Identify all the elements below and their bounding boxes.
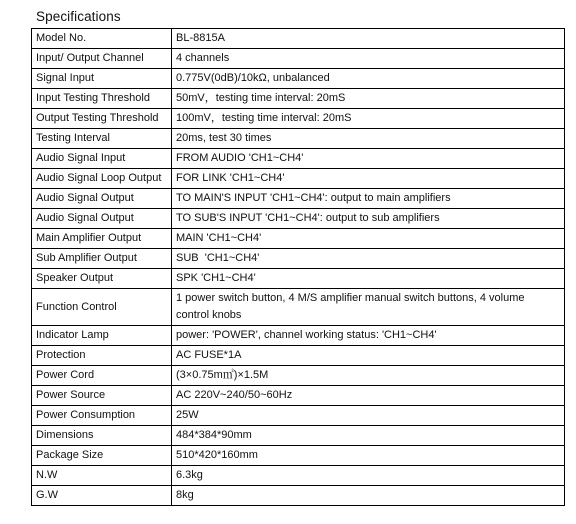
row-label: Signal Input	[32, 69, 172, 89]
row-label: Main Amplifier Output	[32, 229, 172, 249]
row-value: 50mV，testing time interval: 20mS	[172, 89, 565, 109]
row-label: Sub Amplifier Output	[32, 249, 172, 269]
row-label: Audio Signal Loop Output	[32, 169, 172, 189]
row-value: 100mV，testing time interval: 20mS	[172, 109, 565, 129]
table-row	[32, 169, 565, 189]
table-row	[32, 209, 565, 229]
row-value: TO MAIN'S INPUT 'CH1~CH4': output to main amplifiers	[172, 189, 565, 209]
table-row	[32, 406, 565, 426]
row-value: 0.775V(0dB)/10kΩ, unbalanced	[172, 69, 565, 89]
table-row	[32, 269, 565, 289]
row-value: AC FUSE*1A	[172, 346, 565, 366]
row-value: power: 'POWER', channel working status: 'CH1~CH4'	[172, 326, 565, 346]
table-row	[32, 89, 565, 109]
table-row	[32, 366, 565, 386]
table-row	[32, 466, 565, 486]
row-value: 1 power switch button, 4 M/S amplifier manual switch buttons, 4 volume control knobs	[172, 289, 565, 326]
table-row	[32, 446, 565, 466]
row-label: Audio Signal Input	[32, 149, 172, 169]
row-value: (3×0.75m㎡)×1.5M	[172, 366, 565, 386]
row-value: FOR LINK 'CH1~CH4'	[172, 169, 565, 189]
row-label: Function Control	[32, 289, 172, 326]
table-row	[32, 386, 565, 406]
row-label: Audio Signal Output	[32, 189, 172, 209]
row-value: 510*420*160mm	[172, 446, 565, 466]
specifications-table	[31, 28, 565, 506]
row-value: 25W	[172, 406, 565, 426]
table-row	[32, 149, 565, 169]
row-value: 4 channels	[172, 49, 565, 69]
table-row	[32, 426, 565, 446]
row-value: 6.3kg	[172, 466, 565, 486]
table-row	[32, 29, 565, 49]
row-label: Package Size	[32, 446, 172, 466]
row-label: Audio Signal Output	[32, 209, 172, 229]
row-value: TO SUB'S INPUT 'CH1~CH4': output to sub amplifiers	[172, 209, 565, 229]
row-value: SUB 'CH1~CH4'	[172, 249, 565, 269]
table-row	[32, 229, 565, 249]
row-label: Model No.	[32, 29, 172, 49]
page-title: Specifications	[36, 9, 121, 24]
row-label: Speaker Output	[32, 269, 172, 289]
table-row	[32, 189, 565, 209]
row-label: G.W	[32, 486, 172, 506]
row-value: AC 220V~240/50~60Hz	[172, 386, 565, 406]
row-label: Power Cord	[32, 366, 172, 386]
table-row	[32, 346, 565, 366]
table-row	[32, 129, 565, 149]
row-value: MAIN 'CH1~CH4'	[172, 229, 565, 249]
row-value: FROM AUDIO 'CH1~CH4'	[172, 149, 565, 169]
row-value: 20ms, test 30 times	[172, 129, 565, 149]
row-label: Protection	[32, 346, 172, 366]
row-label: N.W	[32, 466, 172, 486]
row-label: Power Consumption	[32, 406, 172, 426]
row-label: Output Testing Threshold	[32, 109, 172, 129]
table-row	[32, 109, 565, 129]
row-label: Power Source	[32, 386, 172, 406]
table-row	[32, 69, 565, 89]
table-row	[32, 249, 565, 269]
row-label: Testing Interval	[32, 129, 172, 149]
table-row	[32, 289, 565, 326]
row-value: SPK 'CH1~CH4'	[172, 269, 565, 289]
row-label: Dimensions	[32, 426, 172, 446]
row-label: Indicator Lamp	[32, 326, 172, 346]
row-label: Input Testing Threshold	[32, 89, 172, 109]
row-value: BL-8815A	[172, 29, 565, 49]
table-row	[32, 486, 565, 506]
table-row	[32, 326, 565, 346]
table-row	[32, 49, 565, 69]
row-value: 484*384*90mm	[172, 426, 565, 446]
row-value: 8kg	[172, 486, 565, 506]
row-label: Input/ Output Channel	[32, 49, 172, 69]
